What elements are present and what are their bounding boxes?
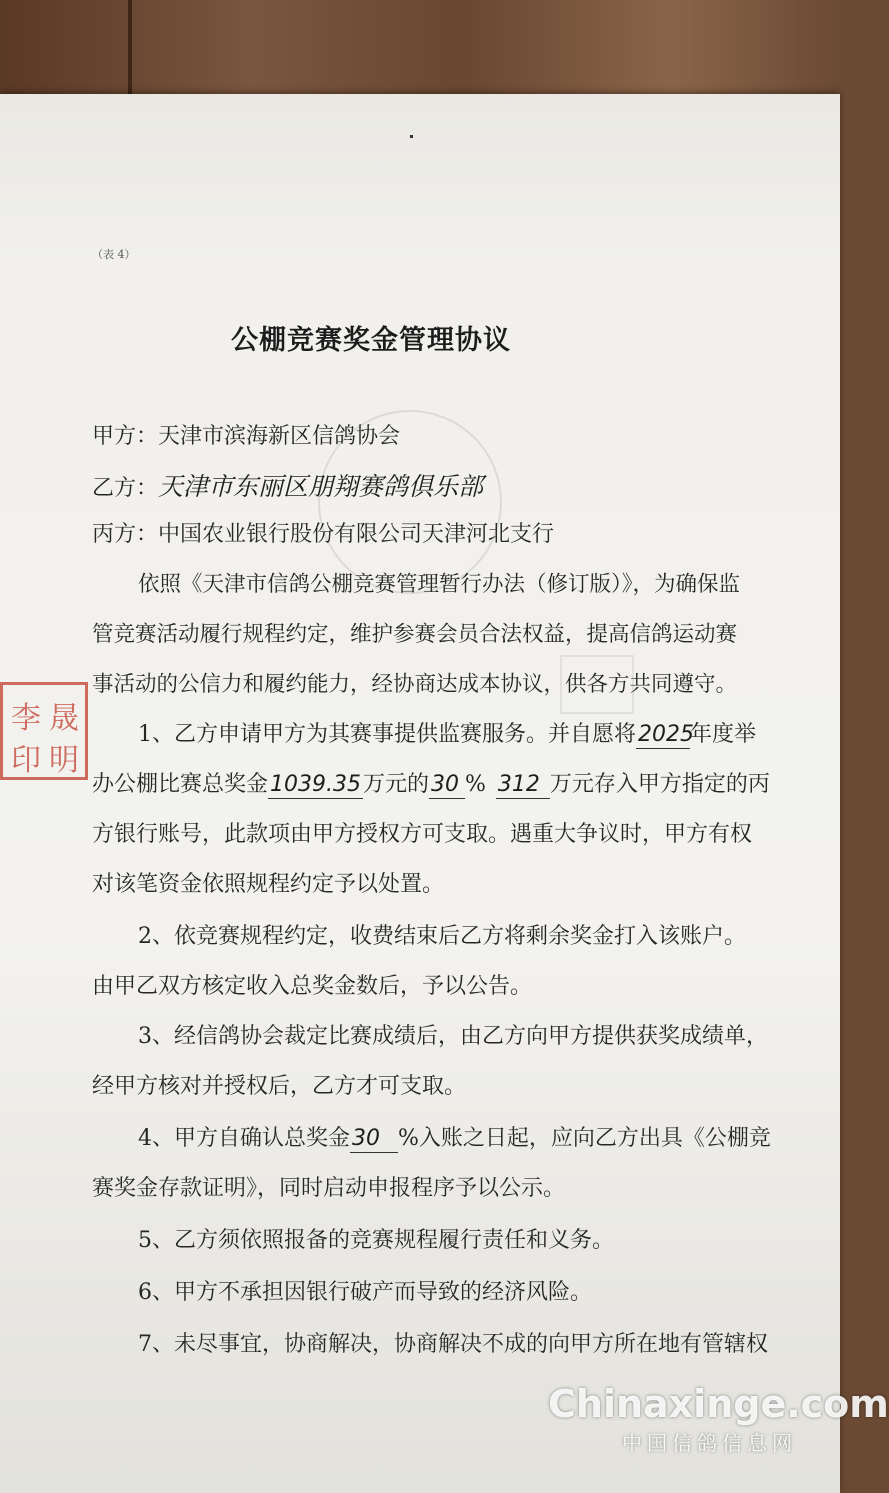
clause-3-line-2: 经甲方核对并授权后，乙方才可支取。 <box>92 1074 467 1099</box>
form-number-label: （表 4） <box>92 248 136 261</box>
clause-1-text: 万元存入甲方指定的丙 <box>549 772 770 797</box>
seal-char: 印 <box>11 743 41 778</box>
clause-3-line-1: 3、经信鸽协会裁定比赛成绩后，由乙方向甲方提供获奖成绩单， <box>138 1024 768 1049</box>
year-handwritten: 2025 <box>638 722 694 747</box>
site-watermark: Chinaxinge.com <box>548 1382 889 1426</box>
table-edge <box>128 0 132 95</box>
paper-speck <box>410 135 413 138</box>
clause-1-text: 年度举 <box>690 722 757 747</box>
clause-4-text: %入账之日起，应向乙方出具《公棚竞 <box>398 1126 771 1151</box>
party-b-name-handwritten: 天津市东丽区朋翔赛鸽俱乐部 <box>158 472 484 501</box>
deposit-handwritten: 312 <box>496 774 550 796</box>
percent-handwritten: 30 <box>350 1128 398 1150</box>
percent-sign: % <box>465 772 486 797</box>
party-a-name: 天津市滨海新区信鸽协会 <box>158 424 401 449</box>
clause-2-line-2: 由甲乙双方核定收入总奖金数后，予以公告。 <box>92 974 533 999</box>
document-title: 公棚竞赛奖金管理协议 <box>231 325 511 356</box>
site-watermark-subtitle: 中国信鸽信息网 <box>622 1431 797 1455</box>
clause-1-text: 1、乙方申请甲方为其赛事提供监赛服务。并自愿将 <box>138 722 636 747</box>
clause-2-line-1: 2、依竞赛规程约定，收费结束后乙方将剩余奖金打入该账户。 <box>138 924 746 949</box>
clause-5: 5、乙方须依照报备的竞赛规程履行责任和义务。 <box>138 1228 614 1253</box>
clause-1-text: 万元的 <box>363 772 430 797</box>
clause-1-line-1 <box>138 724 756 746</box>
clause-4-text: 4、甲方自确认总奖金 <box>138 1126 350 1151</box>
party-b <box>92 474 483 500</box>
clause-6: 6、甲方不承担因银行破产而导致的经济风险。 <box>138 1280 592 1305</box>
total-prize-handwritten: 1039.35 <box>270 772 361 797</box>
clause-1-line-2 <box>92 774 770 796</box>
clause-1-line-4: 对该笔资金依照规程约定予以处置。 <box>92 872 445 897</box>
seal-char: 李 <box>11 701 41 736</box>
clause-4-line-1 <box>138 1128 771 1150</box>
party-b-label: 乙方： <box>92 476 159 501</box>
red-personal-seal <box>0 682 88 780</box>
percent-handwritten: 30 <box>429 774 465 796</box>
party-c <box>92 524 554 546</box>
clause-7: 7、未尽事宜，协商解决，协商解决不成的向甲方所在地有管辖权 <box>138 1332 768 1357</box>
intro-line-3: 事活动的公信力和履约能力，经协商达成本协议，供各方共同遵守。 <box>92 672 738 697</box>
seal-char: 晟 <box>49 701 79 736</box>
intro-line-2: 管竞赛活动履行规程约定，维护参赛会员合法权益，提高信鸽运动赛 <box>92 622 738 647</box>
party-a-label: 甲方： <box>92 424 159 449</box>
clause-4-line-2: 赛奖金存款证明》，同时启动申报程序予以公示。 <box>92 1176 566 1201</box>
party-c-name: 中国农业银行股份有限公司天津河北支行 <box>158 522 555 547</box>
intro-line-1: 依照《天津市信鸽公棚竞赛管理暂行办法（修订版）》，为确保监 <box>138 572 741 597</box>
clause-1-text: 办公棚比赛总奖金 <box>92 772 269 797</box>
clause-1-line-3: 方银行账号，此款项由甲方授权方可支取。遇重大争议时，甲方有权 <box>92 822 753 847</box>
party-c-label: 丙方： <box>92 522 159 547</box>
party-a <box>92 426 400 448</box>
seal-char: 明 <box>49 743 79 778</box>
